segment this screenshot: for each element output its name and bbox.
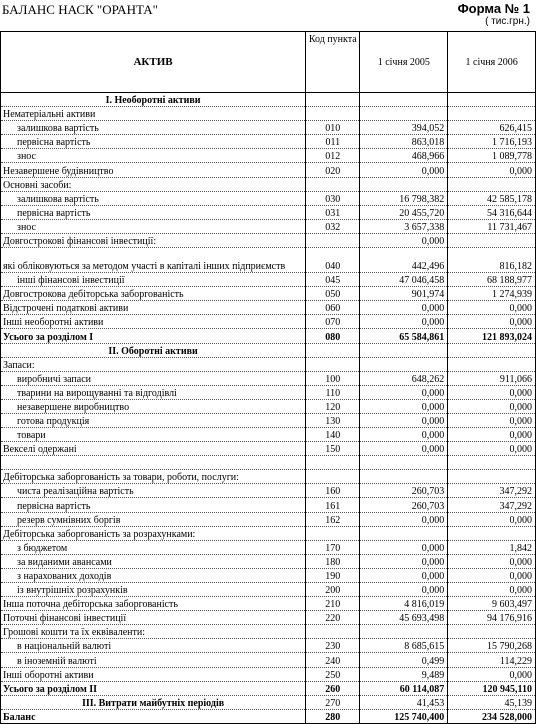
table-row — [1, 248, 536, 273]
value-2006: 0,000 — [448, 583, 536, 597]
row-label: чиста реалізаційна вартість — [1, 484, 306, 498]
value-2005 — [360, 625, 448, 639]
row-code: 150 — [306, 442, 360, 456]
value-2006: 0,000 — [448, 428, 536, 442]
units-note: ( тис.грн.) — [485, 16, 530, 27]
value-2006: 68 188,977 — [448, 273, 536, 287]
row-code: 162 — [306, 512, 360, 526]
row-code: 020 — [306, 163, 360, 177]
table-row — [1, 273, 536, 287]
row-label: Інші оборотні активи — [1, 667, 306, 681]
row-code — [306, 625, 360, 639]
row-label: Нематеріальні активи — [1, 107, 306, 121]
row-label: товари — [1, 428, 306, 442]
table-row — [1, 301, 536, 315]
value-2006: 911,066 — [448, 371, 536, 385]
column-header-code: Код пункта — [306, 32, 360, 93]
row-label: первісна вартість — [1, 135, 306, 149]
value-2006: 0,000 — [448, 554, 536, 568]
table-row — [1, 233, 536, 247]
table-row — [1, 371, 536, 385]
value-2005: 442,496 — [360, 248, 448, 273]
table-row — [1, 191, 536, 205]
value-2005 — [360, 456, 448, 470]
value-2005: 0,000 — [360, 554, 448, 568]
value-2005 — [360, 343, 448, 357]
table-row — [1, 107, 536, 121]
value-2006: 347,292 — [448, 484, 536, 498]
table-row — [1, 625, 536, 639]
value-2005: 468,966 — [360, 149, 448, 163]
table-row — [1, 442, 536, 456]
row-label: первісна вартість — [1, 205, 306, 219]
row-label: готова продукція — [1, 413, 306, 427]
value-2005 — [360, 526, 448, 540]
row-label: III. Витрати майбутніх періодів — [1, 695, 306, 709]
table-row — [1, 287, 536, 301]
table-row — [1, 667, 536, 681]
value-2006: 0,000 — [448, 667, 536, 681]
value-2005 — [360, 107, 448, 121]
row-code: 190 — [306, 568, 360, 582]
row-code: 100 — [306, 371, 360, 385]
row-code: 050 — [306, 287, 360, 301]
value-2005: 0,000 — [360, 233, 448, 247]
row-label: Основні засоби: — [1, 177, 306, 191]
row-label: незавершене виробництво — [1, 399, 306, 413]
value-2006: 94 176,916 — [448, 611, 536, 625]
value-2005 — [360, 470, 448, 484]
row-code: 280 — [306, 709, 360, 723]
value-2005: 260,703 — [360, 498, 448, 512]
value-2006 — [448, 456, 536, 470]
row-code: 270 — [306, 695, 360, 709]
value-2006 — [448, 625, 536, 639]
row-label: Запаси: — [1, 357, 306, 371]
row-code: 060 — [306, 301, 360, 315]
row-code: 070 — [306, 315, 360, 329]
value-2005: 0,000 — [360, 301, 448, 315]
value-2005: 648,262 — [360, 371, 448, 385]
value-2005: 0,000 — [360, 413, 448, 427]
value-2006: 120 945,110 — [448, 681, 536, 695]
column-header-period-1: 1 січня 2005 — [360, 32, 448, 93]
table-row — [1, 177, 536, 191]
row-code: 260 — [306, 681, 360, 695]
value-2005: 0,000 — [360, 442, 448, 456]
row-label: Довгострокові фінансові інвестиції: — [1, 233, 306, 247]
value-2006: 234 528,000 — [448, 709, 536, 723]
value-2006: 0,000 — [448, 301, 536, 315]
table-row — [1, 385, 536, 399]
row-label: Усього за розділом I — [1, 329, 306, 343]
row-label: які обліковуються за методом участі в капіталі інших підприємств — [1, 248, 306, 273]
table-row — [1, 611, 536, 625]
value-2006: 0,000 — [448, 399, 536, 413]
row-code: 240 — [306, 653, 360, 667]
value-2006: 9 603,497 — [448, 597, 536, 611]
table-row — [1, 526, 536, 540]
row-label: тварини на вирощуванні та відгодівлі — [1, 385, 306, 399]
value-2006: 1 716,193 — [448, 135, 536, 149]
value-2005: 41,453 — [360, 695, 448, 709]
table-row — [1, 554, 536, 568]
table-row — [1, 219, 536, 233]
value-2006: 0,000 — [448, 413, 536, 427]
value-2005 — [360, 93, 448, 107]
row-label: Інші необоротні активи — [1, 315, 306, 329]
row-code: 030 — [306, 191, 360, 205]
value-2005: 901,974 — [360, 287, 448, 301]
row-code — [306, 343, 360, 357]
row-code: 045 — [306, 273, 360, 287]
row-code — [306, 456, 360, 470]
value-2006: 1 089,778 — [448, 149, 536, 163]
row-label: в національній валюті — [1, 639, 306, 653]
value-2006: 0,000 — [448, 315, 536, 329]
row-code — [306, 107, 360, 121]
table-row — [1, 428, 536, 442]
table-row — [1, 681, 536, 695]
value-2005: 60 114,087 — [360, 681, 448, 695]
row-label: знос — [1, 149, 306, 163]
row-label: Дебіторська заборгованість за розрахунками: — [1, 526, 306, 540]
table-row — [1, 413, 536, 427]
value-2005: 125 740,400 — [360, 709, 448, 723]
table-row — [1, 639, 536, 653]
row-code: 040 — [306, 248, 360, 273]
table-row — [1, 93, 536, 107]
table-row — [1, 205, 536, 219]
document-title: БАЛАНС НАСК "ОРАНТА" — [2, 2, 158, 17]
value-2005: 20 455,720 — [360, 205, 448, 219]
value-2006: 11 731,467 — [448, 219, 536, 233]
value-2005: 863,018 — [360, 135, 448, 149]
row-code: 210 — [306, 597, 360, 611]
table-row — [1, 135, 536, 149]
column-header-period-2: 1 січня 2006 — [448, 32, 536, 93]
value-2005: 0,000 — [360, 315, 448, 329]
row-code — [306, 93, 360, 107]
table-row — [1, 498, 536, 512]
value-2005: 0,000 — [360, 512, 448, 526]
row-code: 180 — [306, 554, 360, 568]
value-2006: 45,139 — [448, 695, 536, 709]
value-2005: 0,000 — [360, 583, 448, 597]
row-code: 120 — [306, 399, 360, 413]
value-2005: 65 584,861 — [360, 329, 448, 343]
value-2006: 0,000 — [448, 568, 536, 582]
value-2006: 114,229 — [448, 653, 536, 667]
row-label: Відстрочені податкові активи — [1, 301, 306, 315]
row-code: 140 — [306, 428, 360, 442]
table-row — [1, 470, 536, 484]
row-code — [306, 233, 360, 247]
table-row — [1, 121, 536, 135]
value-2006: 54 316,644 — [448, 205, 536, 219]
value-2005: 260,703 — [360, 484, 448, 498]
table-row — [1, 163, 536, 177]
value-2005: 45 693,498 — [360, 611, 448, 625]
document-header — [0, 0, 536, 32]
row-label: II. Оборотні активи — [1, 343, 306, 357]
row-code: 160 — [306, 484, 360, 498]
value-2006: 15 790,268 — [448, 639, 536, 653]
value-2005: 9,489 — [360, 667, 448, 681]
row-code — [306, 177, 360, 191]
table-row — [1, 695, 536, 709]
row-code — [306, 526, 360, 540]
row-label: Грошові кошти та їх еквіваленти: — [1, 625, 306, 639]
row-code: 110 — [306, 385, 360, 399]
value-2006 — [448, 177, 536, 191]
value-2006: 816,182 — [448, 248, 536, 273]
row-label: Інша поточна дебіторська заборгованість — [1, 597, 306, 611]
row-label: Довгострокова дебіторська заборгованість — [1, 287, 306, 301]
table-row — [1, 597, 536, 611]
value-2005 — [360, 357, 448, 371]
value-2005: 0,000 — [360, 540, 448, 554]
table-row — [1, 709, 536, 723]
row-label: залишкова вартість — [1, 191, 306, 205]
row-code — [306, 357, 360, 371]
row-label: з бюджетом — [1, 540, 306, 554]
table-row — [1, 329, 536, 343]
table-row — [1, 583, 536, 597]
row-label: інші фінансові інвестиції — [1, 273, 306, 287]
row-code: 031 — [306, 205, 360, 219]
value-2006 — [448, 233, 536, 247]
table-row — [1, 540, 536, 554]
row-label — [1, 456, 306, 470]
row-code: 130 — [306, 413, 360, 427]
value-2006: 347,292 — [448, 498, 536, 512]
row-code: 220 — [306, 611, 360, 625]
row-code: 011 — [306, 135, 360, 149]
value-2005: 0,499 — [360, 653, 448, 667]
value-2006: 42 585,178 — [448, 191, 536, 205]
value-2006: 1,842 — [448, 540, 536, 554]
value-2006: 0,000 — [448, 442, 536, 456]
column-header-asset: АКТИВ — [1, 32, 306, 93]
table-row — [1, 653, 536, 667]
value-2006: 0,000 — [448, 385, 536, 399]
row-label: I. Необоротні активи — [1, 93, 306, 107]
value-2005: 0,000 — [360, 568, 448, 582]
table-row — [1, 568, 536, 582]
value-2005: 0,000 — [360, 385, 448, 399]
row-code: 080 — [306, 329, 360, 343]
value-2006: 1 274,939 — [448, 287, 536, 301]
value-2006: 0,000 — [448, 163, 536, 177]
value-2006 — [448, 93, 536, 107]
value-2005 — [360, 177, 448, 191]
table-row — [1, 343, 536, 357]
value-2005: 3 657,338 — [360, 219, 448, 233]
row-label: за виданими авансами — [1, 554, 306, 568]
row-label: Поточні фінансові інвестиції — [1, 611, 306, 625]
row-label: із внутрішніх розрахунків — [1, 583, 306, 597]
row-label: Незавершене будівництво — [1, 163, 306, 177]
row-label: в іноземній валюті — [1, 653, 306, 667]
row-code: 161 — [306, 498, 360, 512]
row-label: Баланс — [1, 709, 306, 723]
value-2005: 47 046,458 — [360, 273, 448, 287]
row-label: Дебіторська заборгованість за товари, роботи, послуги: — [1, 470, 306, 484]
row-code — [306, 470, 360, 484]
table-row — [1, 149, 536, 163]
value-2005: 394,052 — [360, 121, 448, 135]
row-code: 032 — [306, 219, 360, 233]
row-label: залишкова вартість — [1, 121, 306, 135]
row-code: 170 — [306, 540, 360, 554]
table-header-row — [1, 32, 536, 93]
table-body — [1, 93, 536, 724]
table-row — [1, 357, 536, 371]
row-code: 010 — [306, 121, 360, 135]
row-code: 012 — [306, 149, 360, 163]
row-code: 250 — [306, 667, 360, 681]
row-label: Усього за розділом II — [1, 681, 306, 695]
row-label: первісна вартість — [1, 498, 306, 512]
row-label: виробничі запаси — [1, 371, 306, 385]
row-label: резерв сумнівних боргів — [1, 512, 306, 526]
value-2006: 0,000 — [448, 512, 536, 526]
value-2006 — [448, 357, 536, 371]
value-2006: 626,415 — [448, 121, 536, 135]
row-code: 200 — [306, 583, 360, 597]
table-row — [1, 315, 536, 329]
row-label: Векселі одержані — [1, 442, 306, 456]
value-2006: 121 893,024 — [448, 329, 536, 343]
row-code: 230 — [306, 639, 360, 653]
table-row — [1, 512, 536, 526]
value-2005: 16 798,382 — [360, 191, 448, 205]
value-2005: 0,000 — [360, 163, 448, 177]
value-2006 — [448, 470, 536, 484]
table-row — [1, 456, 536, 470]
value-2006 — [448, 526, 536, 540]
value-2005: 8 685,615 — [360, 639, 448, 653]
balance-table — [0, 31, 536, 724]
value-2005: 4 816,019 — [360, 597, 448, 611]
form-number: Форма № 1 — [457, 1, 530, 16]
row-label: знос — [1, 219, 306, 233]
value-2006 — [448, 343, 536, 357]
value-2005: 0,000 — [360, 399, 448, 413]
value-2005: 0,000 — [360, 428, 448, 442]
table-row — [1, 484, 536, 498]
row-label: з нарахованих доходів — [1, 568, 306, 582]
table-row — [1, 399, 536, 413]
value-2006 — [448, 107, 536, 121]
